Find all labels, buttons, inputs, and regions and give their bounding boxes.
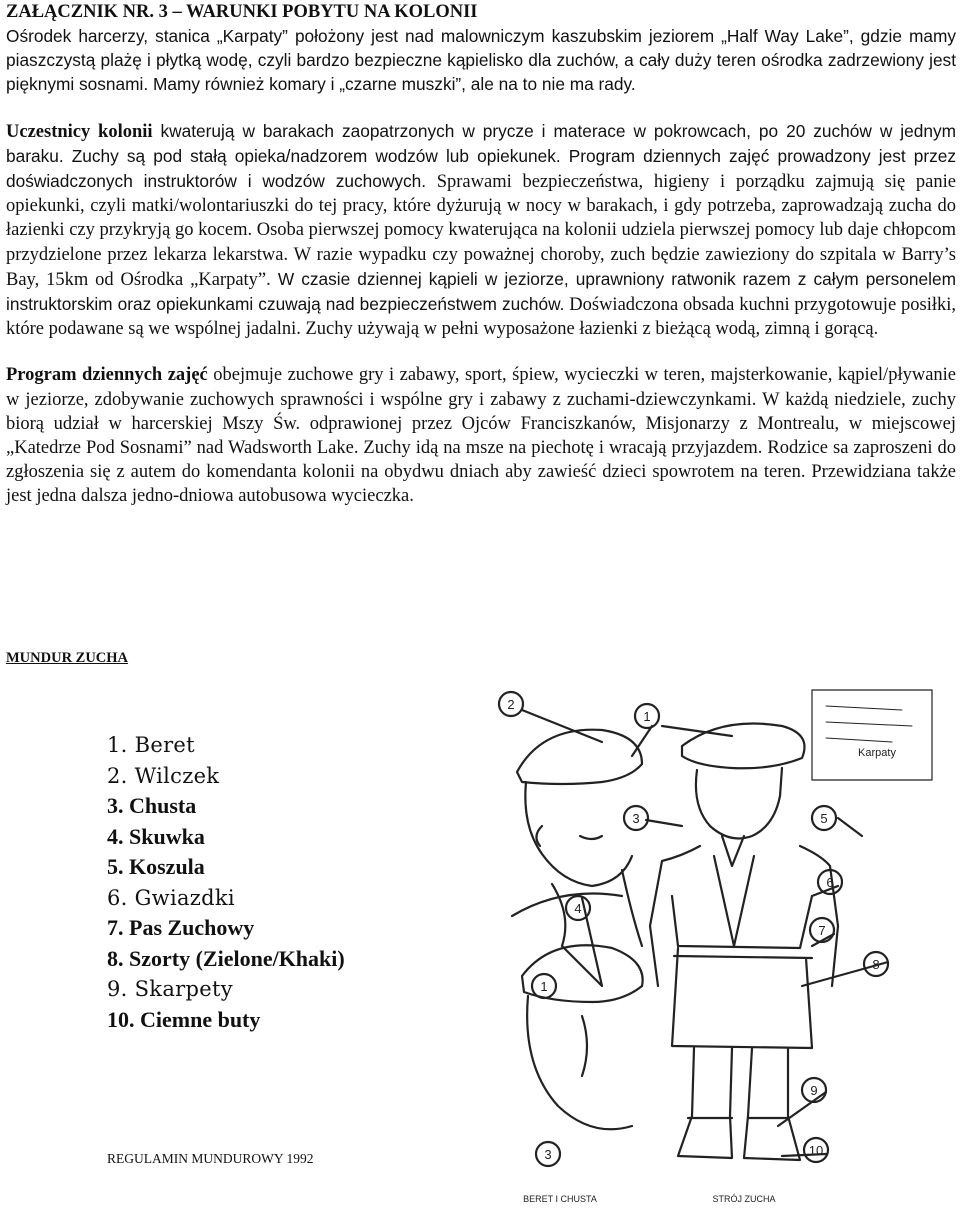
caption-left: BERET I CHUSTA	[523, 1194, 597, 1204]
lodging-text-c: W czasie dziennej kąpieli w jeziorze, uprawniony ratwonik razem z całym personelem instruktorskim oraz opiekunkami czuwają nad bezpieczeństwem zuchów.	[6, 268, 956, 315]
uniform-item: 7. Pas Zuchowy	[107, 915, 255, 940]
callout-1b: 1	[540, 979, 548, 994]
callout-3b: 3	[544, 1147, 552, 1162]
uniform-item: 4. Skuwka	[107, 823, 205, 849]
uniform-illustration	[482, 686, 951, 1214]
uniform-item: 8. Szorty (Zielone/Khaki)	[107, 945, 345, 971]
badge-text: Karpaty	[858, 747, 896, 759]
callout-9: 9	[810, 1083, 818, 1098]
intro-paragraph: Ośrodek harcerzy, stanica „Karpaty” położony jest nad malowniczym kaszubskim jeziorem „Half Way Lake”, gdzie mamy piaszczystą plażę i płytką wodę, czyli bardzo bezpieczne kąpielisko dla zuchów, a cały duży teren ośrodka zadrzewiony jest pięknymi sosnami. Mamy również komary i „czarne muszki”, ale na to nie ma rady.	[6, 26, 956, 95]
lodging-lead: Uczestnicy kolonii	[6, 121, 153, 142]
regulation-footer: REGULAMIN MUNDUROWY 1992	[107, 1151, 314, 1166]
uniform-item: 3. Chusta	[107, 793, 197, 818]
document-page	[6, 0, 956, 509]
callout-6: 6	[826, 875, 834, 890]
lodging-paragraph	[6, 119, 956, 342]
lodging-text-b: Sprawami bezpieczeństwa, higieny i porządku zajmują się panie opiekunki, czyli matki/wolontariuszki do tej pracy, które dyżurują w nocy w barakach, i gdy potrzeba, zaprowadzają zucha do łazienki czy przykryją go kocem. Osoba pierwszej pomocy kwaterująca na kolonii udziela pierwszej pomocy lub daje chłopcom przydzielone przez lekarza lekarstwa. W razie wypadku czy poważnej choroby, zuch będzie zawieziony do szpitala w Barry’s Bay, 15km od Ośrodka „Karpaty”.	[6, 172, 956, 290]
program-paragraph	[6, 363, 956, 508]
uniform-list	[107, 730, 345, 1035]
uniform-item: 2. Wilczek	[107, 763, 220, 788]
uniform-item: 1. Beret	[107, 733, 195, 757]
caption-right: STRÓJ ZUCHA	[712, 1194, 776, 1204]
program-text: obejmuje zuchowe gry i zabawy, sport, śpiew, wycieczki w teren, majsterkowanie, kąpiel/pływanie w jeziorze, zdobywanie zuchowych sprawności i wspólne gry i zabawy z zuchami-dziewczynkami. W każdą niedziele, zuchy biorą udział w harcerskiej Mszy Św. odprawionej przez Ojców Franciszkanów, Misjonarzy z Montrealu, w miejscowej „Katedrze Pod Sosnami” nad Wadsworth Lake. Zuchy idą na msze na piechotę i wracają przyjazdem. Rodzice sa zaproszeni do zgłoszenia się z autem do komendanta kolonii na obydwu dniach aby zawieść dzieci spowrotem na teren. Przewidziana także jest jedna dalsza jedno-dniowa autobusowa wycieczka.	[6, 365, 957, 507]
callout-5: 5	[820, 811, 828, 826]
uniform-item: 9. Skarpety	[107, 977, 233, 1001]
uniform-item: 6. Gwiazdki	[107, 885, 235, 910]
callout-1: 1	[643, 709, 651, 724]
program-lead: Program dziennych zajęć	[6, 365, 208, 386]
callout-10: 10	[808, 1143, 824, 1158]
callout-2: 2	[507, 697, 515, 712]
document-title: ZAŁĄCZNIK NR. 3 – WARUNKI POBYTU NA KOLONII	[6, 2, 478, 22]
lodging-text-a: kwaterują w barakach zaopatrzonych w prycze i materace w pokrowcach, po 20 zuchów w jednym baraku. Zuchy są pod stałą opieka/nadzorem wodzów lub opiekunek. Program dziennych zajęć prowadzony jest przez doświadczonych instruktorów i wodzów zuchowych.	[6, 120, 957, 192]
uniform-heading: MUNDUR ZUCHA	[6, 650, 129, 666]
uniform-item: 10. Ciemne buty	[107, 1006, 261, 1032]
uniform-item: 5. Koszula	[107, 854, 205, 879]
lodging-text-d: Doświadczona obsada kuchni przygotowuje posiłki, które podawane są we wspólnej jadalni. Zuchy używają w pełni wyposażone łazienki z bieżącą wodą, zimną i gorącą.	[6, 295, 956, 340]
callout-3: 3	[632, 811, 640, 826]
callout-8: 8	[872, 957, 880, 972]
uniform-drawing	[482, 686, 951, 1214]
callout-4: 4	[574, 901, 582, 916]
callout-7: 7	[818, 923, 826, 938]
